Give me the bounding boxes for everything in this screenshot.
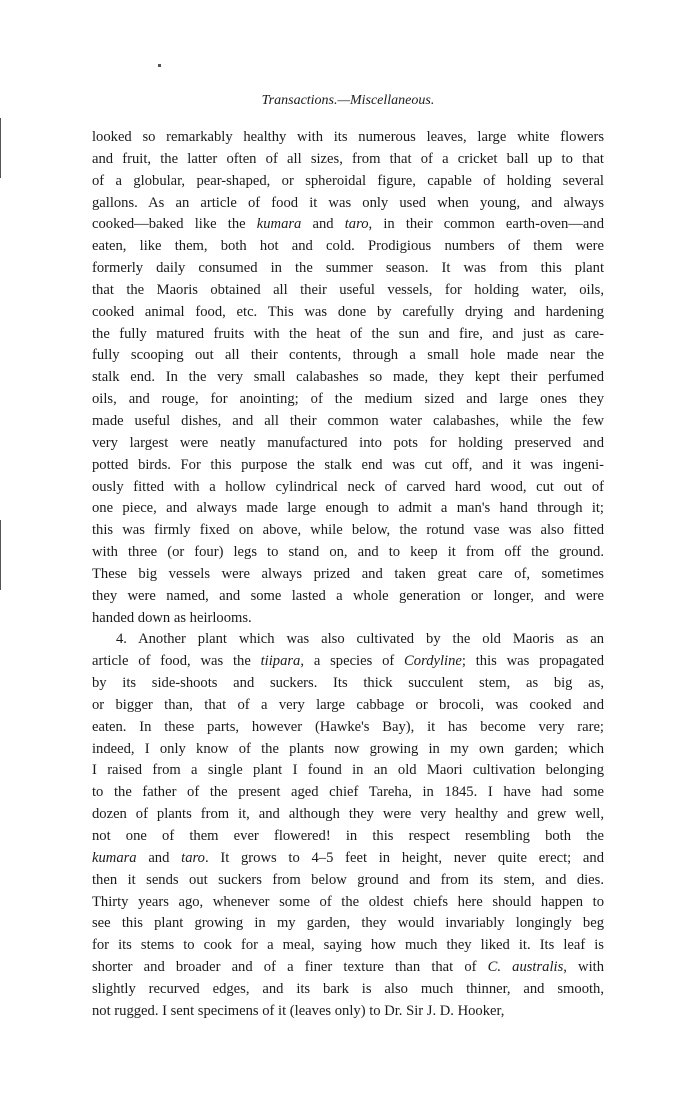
- text-line: These big vessels were always prized and taken great care of, sometimes: [92, 565, 604, 582]
- text-segment: cooked—baked like the: [92, 216, 257, 233]
- text-line: by its side-shoots and suckers. Its thick succulent stem, as big as,: [92, 675, 604, 692]
- text-line: I raised from a single plant I found in an old Maori cultivation belonging: [92, 762, 604, 779]
- text-segment: ; this was propagated: [461, 653, 604, 670]
- text-line: [92, 957, 604, 979]
- page-edge-mark: [0, 520, 1, 590]
- text-line: very largest were neatly manufactured into pots for holding preserved and: [92, 434, 604, 451]
- text-line: gallons. As an article of food it was only used when young, and always: [92, 194, 604, 211]
- text-line: not rugged. I sent specimens of it (leaves only) to Dr. Sir J. D. Hooker,: [92, 1002, 505, 1019]
- text-segment: , with: [563, 959, 604, 976]
- text-line: not one of them ever flowered! in this respect resembling both the: [92, 828, 604, 844]
- text-line: of a globular, pear-shaped, or spheroidal figure, capable of holding several: [92, 172, 604, 189]
- text-line: oils, and rouge, for anointing; of the medium sized and large ones they: [92, 391, 604, 408]
- text-line: to the father of the present aged chief Tareha, in 1845. I have had some: [92, 784, 604, 801]
- italic-term: C. australis: [487, 959, 564, 976]
- text-line: looked so remarkably healthy with its numerous leaves, large white flowers: [92, 129, 604, 145]
- text-segment: article of food, was the: [92, 653, 261, 670]
- text-line: stalk end. In the very small calabashes so made, they kept their perfumed: [92, 369, 604, 386]
- italic-term: taro: [344, 216, 369, 233]
- paragraph: [92, 127, 604, 629]
- text-line: then it sends out suckers from below ground and from its stem, and dies.: [92, 871, 604, 888]
- text-line: for its stems to cook for a meal, saying how much they liked it. Its leaf is: [92, 937, 604, 954]
- text-line: or bigger than, that of a very large cabbage or brocoli, was cooked and: [92, 696, 604, 713]
- text-line: fully scooping out all their contents, through a small hole made near the: [92, 347, 604, 364]
- text-line: indeed, I only know of the plants now growing in my own garden; which: [92, 740, 604, 757]
- running-header: Transactions.—Miscellaneous.: [261, 93, 435, 108]
- text-line: with three (or four) legs to stand on, and to keep it from off the ground.: [92, 544, 604, 561]
- text-line: one piece, and always made large enough to admit a man's hand through it;: [92, 500, 604, 517]
- text-line: Thirty years ago, whenever some of the oldest chiefs here should happen to: [92, 893, 604, 910]
- text-segment: shorter and broader and of a finer texture than that of: [92, 959, 488, 976]
- text-line: that the Maoris obtained all their useful vessels, for holding water, oils,: [92, 281, 604, 298]
- text-line: this was firmly fixed on above, while below, the rotund vase was also fitted: [92, 522, 604, 539]
- text-line: slightly recurved edges, and its bark is also much thinner, and smooth,: [92, 980, 604, 997]
- text-line: formerly daily consumed in the summer season. It was from this plant: [92, 260, 604, 277]
- speck: [158, 64, 161, 67]
- text-line: see this plant growing in my garden, they would invariably longingly beg: [92, 915, 604, 932]
- text-line: potted birds. For this purpose the stalk end was cut off, and it was ingeni-: [92, 456, 604, 473]
- text-segment: . It grows to 4–5 feet in height, never quite erect; and: [204, 849, 604, 866]
- italic-term: taro: [181, 849, 205, 866]
- text-segment: and: [301, 216, 345, 233]
- text-line: eaten. In these parts, however (Hawke's Bay), it has become very rare;: [92, 718, 604, 735]
- italic-term: kumara: [256, 216, 302, 233]
- body-text: [92, 127, 604, 1023]
- text-line: and fruit, the latter often of all sizes, from that of a cricket ball up to that: [92, 150, 604, 167]
- text-line: 4. Another plant which was also cultivated by the old Maoris as an: [116, 631, 604, 648]
- text-segment: and: [136, 849, 182, 866]
- text-line: [92, 848, 604, 870]
- italic-term: kumara: [92, 849, 137, 866]
- paragraph: [92, 629, 604, 1022]
- text-line: ously fitted with a hollow cylindrical neck of carved hard wood, cut out of: [92, 478, 604, 495]
- italic-term: Cordyline: [404, 653, 462, 670]
- text-line: [92, 214, 604, 236]
- text-line: dozen of plants from it, and although they were very healthy and grew well,: [92, 806, 604, 823]
- text-line: [92, 651, 604, 673]
- text-segment: , in their common earth-oven—and: [368, 216, 604, 233]
- text-line: handed down as heirlooms.: [92, 609, 252, 626]
- italic-term: tiipara: [260, 653, 301, 670]
- text-line: they were named, and some lasted a whole generation or longer, and were: [92, 587, 604, 604]
- text-line: the fully matured fruits with the heat of the sun and fire, and just as care-: [92, 325, 604, 342]
- page-edge-mark: [0, 118, 1, 178]
- text-segment: , a species of: [300, 653, 405, 670]
- text-line: made useful dishes, and all their common water calabashes, while the few: [92, 412, 604, 429]
- text-line: eaten, like them, both hot and cold. Prodigious numbers of them were: [92, 238, 604, 255]
- text-line: cooked animal food, etc. This was done by carefully drying and hardening: [92, 303, 604, 320]
